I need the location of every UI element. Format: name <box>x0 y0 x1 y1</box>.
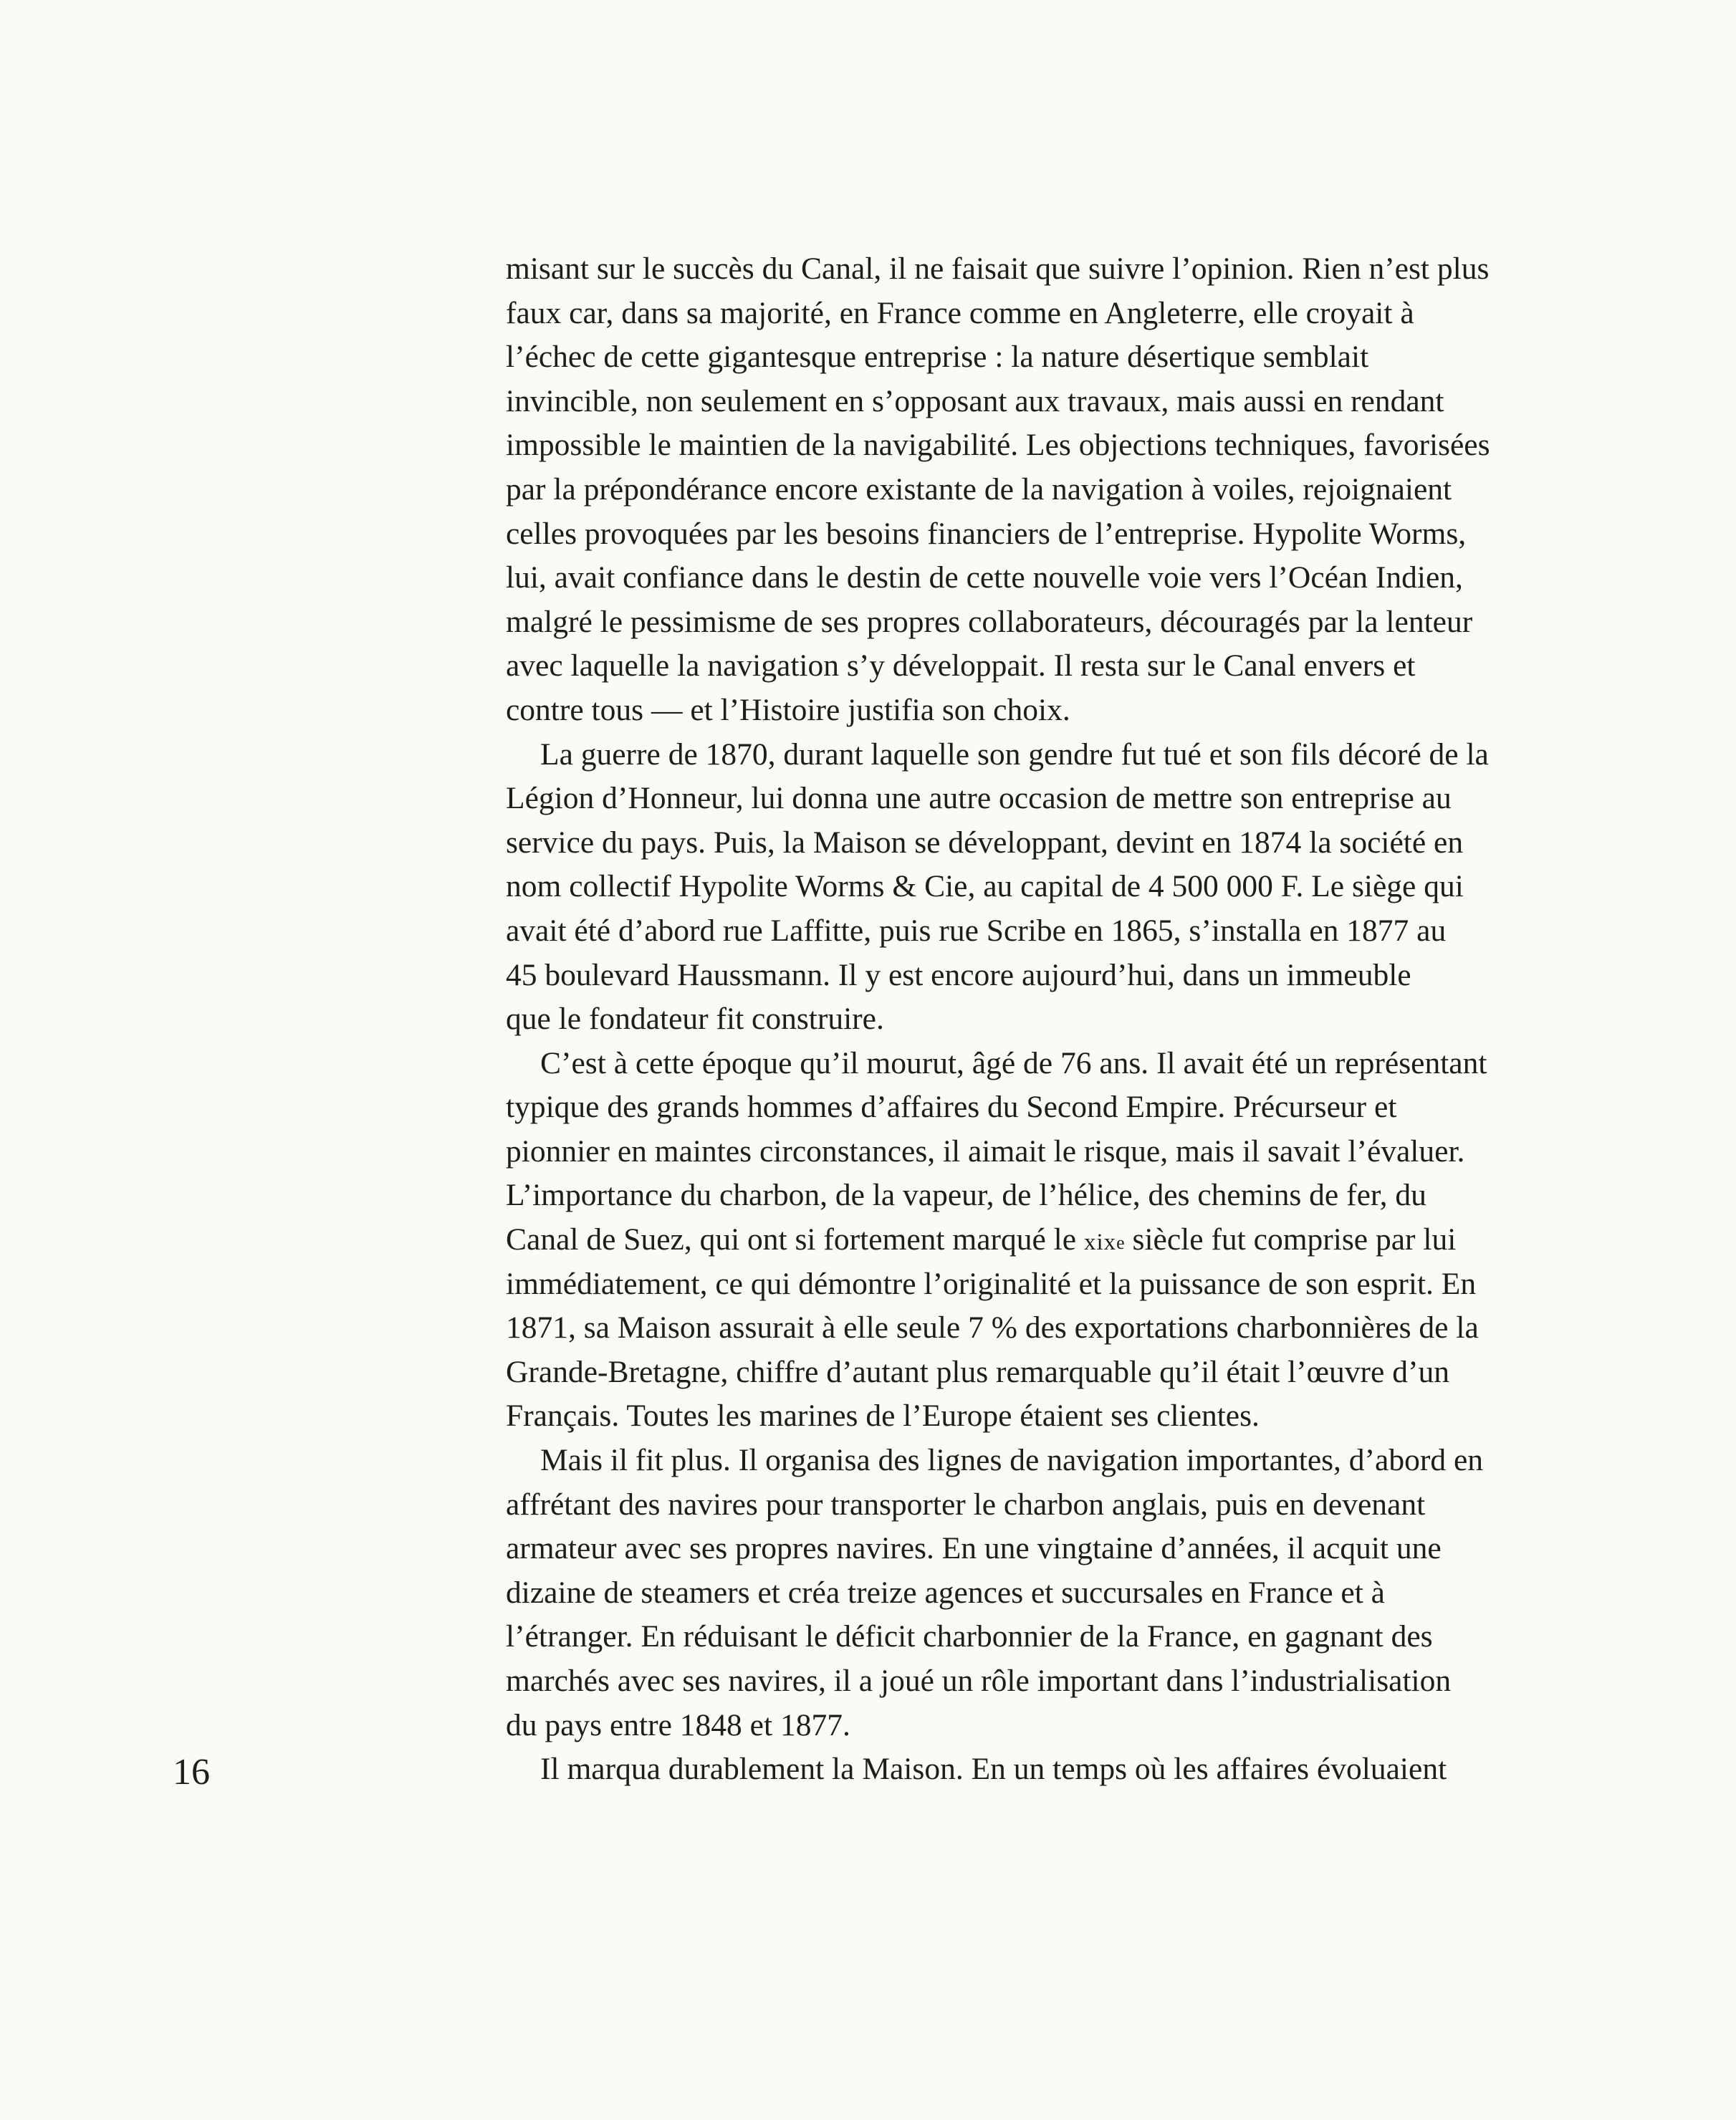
body-text <box>506 247 1624 1792</box>
text-line-with-century <box>506 1218 1624 1262</box>
text-line: lui, avait confiance dans le destin de cette nouvelle voie vers l’Océan Indien, <box>506 560 1463 595</box>
text-line: malgré le pessimisme de ses propres collaborateurs, découragés par la lenteur <box>506 604 1473 639</box>
text-line: avec laquelle la navigation s’y développait. Il resta sur le Canal envers et <box>506 648 1416 684</box>
text-line: invincible, non seulement en s’opposant aux travaux, mais aussi en rendant <box>506 383 1444 418</box>
text-segment: siècle fut comprise par lui <box>1124 1222 1457 1257</box>
text-line: 45 boulevard Haussmann. Il y est encore aujourd’hui, dans un immeuble <box>506 957 1411 992</box>
century-numeral: xix <box>1083 1229 1117 1256</box>
text-line: Français. Toutes les marines de l’Europe étaient ses clientes. <box>506 1399 1260 1434</box>
text-line: par la prépondérance encore existante de la navigation à voiles, rejoignaient <box>506 471 1452 507</box>
text-line: nom collectif Hypolite Worms & Cie, au capital de 4 500 000 F. Le siège qui <box>506 869 1464 904</box>
text-line: typique des grands hommes d’affaires du Second Empire. Précurseur et <box>506 1090 1397 1125</box>
text-line: celles provoquées par les besoins financiers de l’entreprise. Hypolite Worms, <box>506 516 1467 551</box>
text-line: faux car, dans sa majorité, en France comme en Angleterre, elle croyait à <box>506 295 1414 330</box>
text-line: Grande-Bretagne, chiffre d’autant plus remarquable qu’il était l’œuvre d’un <box>506 1354 1449 1389</box>
text-line: L’importance du charbon, de la vapeur, de l’hélice, des chemins de fer, du <box>506 1178 1426 1213</box>
paragraph-start-line: C’est à cette époque qu’il mourut, âgé de 76 ans. Il avait été un représentant <box>540 1045 1487 1080</box>
page-number: 16 <box>173 1752 210 1793</box>
text-line: avait été d’abord rue Laffitte, puis rue Scribe en 1865, s’installa en 1877 au <box>506 913 1447 948</box>
text-line: du pays entre 1848 et 1877. <box>506 1707 850 1742</box>
text-line: service du pays. Puis, la Maison se développant, devint en 1874 la société en <box>506 825 1464 860</box>
century-superscript: e <box>1116 1232 1125 1254</box>
text-line: l’étranger. En réduisant le déficit charbonnier de la France, en gagnant des <box>506 1619 1433 1654</box>
text-line: marchés avec ses navires, il a joué un rôle important dans l’industrialisation <box>506 1664 1452 1698</box>
text-line: affrétant des navires pour transporter le charbon anglais, puis en devenant <box>506 1487 1426 1522</box>
text-line: impossible le maintien de la navigabilité. Les objections techniques, favorisées <box>506 428 1490 463</box>
text-line: contre tous — et l’Histoire justifia son choix. <box>506 692 1070 727</box>
text-line: Légion d’Honneur, lui donna une autre occasion de mettre son entreprise au <box>506 781 1452 816</box>
text-line: pionnier en maintes circonstances, il aimait le risque, mais il savait l’évaluer. <box>506 1133 1465 1169</box>
text-line: l’échec de cette gigantesque entreprise : la nature désertique semblait <box>506 340 1369 375</box>
text-line: que le fondateur fit construire. <box>506 1002 884 1037</box>
text-line: 1871, sa Maison assurait à elle seule 7 % des exportations charbonnières de la <box>506 1310 1479 1346</box>
text-line: immédiatement, ce qui démontre l’originalité et la puissance de son esprit. En <box>506 1266 1477 1301</box>
paragraph-start-line: La guerre de 1870, durant laquelle son gendre fut tué et son fils décoré de la <box>540 737 1489 772</box>
paragraph-start-line: Mais il fit plus. Il organisa des lignes de navigation importantes, d’abord en <box>540 1443 1484 1478</box>
paragraph-start-line: Il marqua durablement la Maison. En un temps où les affaires évoluaient <box>540 1752 1447 1787</box>
text-line: misant sur le succès du Canal, il ne faisait que suivre l’opinion. Rien n’est plus <box>506 251 1490 286</box>
text-line: dizaine de steamers et créa treize agences et succursales en France et à <box>506 1575 1385 1610</box>
text-line: armateur avec ses propres navires. En une vingtaine d’années, il acquit une <box>506 1531 1442 1566</box>
text-segment: Canal de Suez, qui ont si fortement marqué le <box>506 1222 1077 1257</box>
